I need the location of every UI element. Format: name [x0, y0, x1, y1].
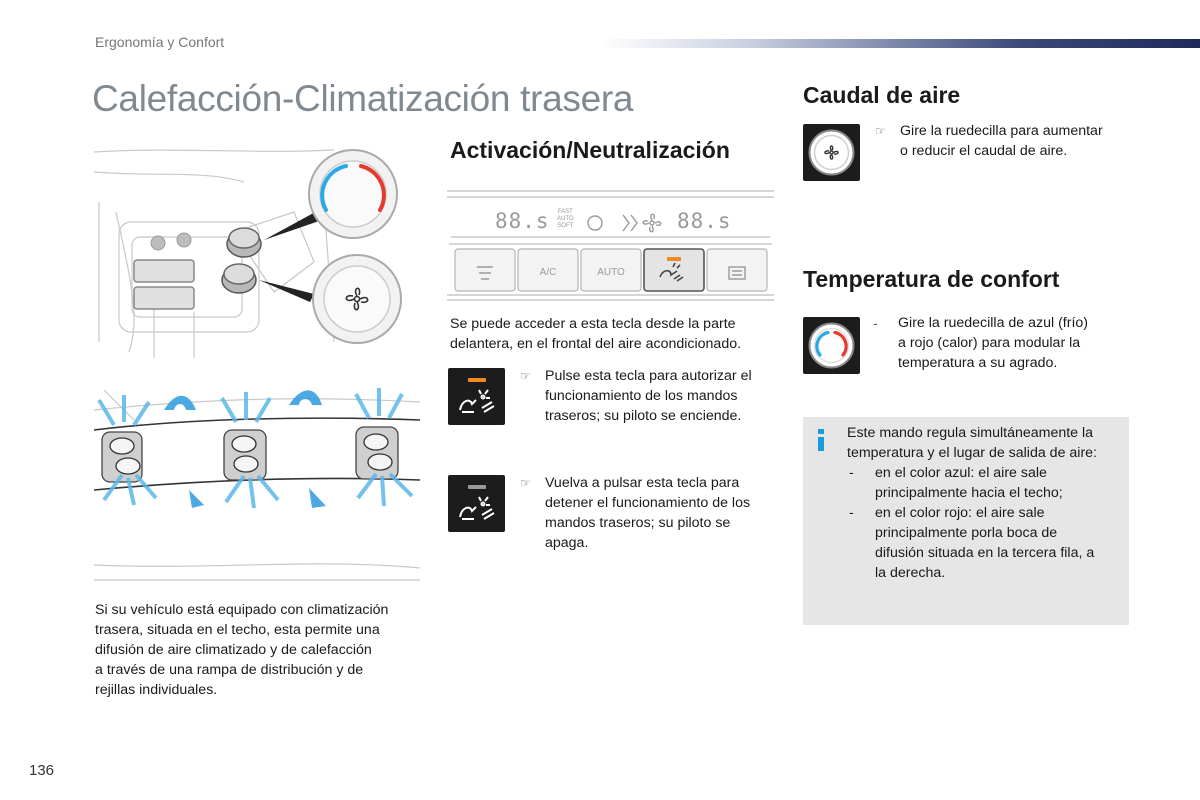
info-icon — [815, 429, 827, 451]
rear-climate-description: Si su vehículo está equipado con climatización trasera, situada en el techo, esta permite una difusión de aire climatizado y de calefacción a través de una rampa de distribución y de rejillas individuales. — [95, 602, 389, 698]
header-gradient-bar — [600, 39, 1200, 48]
roof-vents-illustration — [94, 380, 420, 586]
info-item-red: - en el color rojo: el aire sale principalmente porla boca de difusión situada en la tercera fila, a la derecha. — [849, 505, 1095, 581]
page-number: 136 — [29, 762, 55, 779]
temperature-knob — [803, 317, 860, 374]
airflow-bullet: ☞ Gire la ruedecilla para aumentar o reducir el caudal de aire. — [875, 123, 1103, 159]
mode-labels: FAST AUTO SOFT — [557, 209, 574, 229]
temperature-knob-icon — [803, 317, 860, 374]
rear-fan-off-icon — [448, 475, 505, 532]
rear-controls-illustration — [94, 142, 420, 358]
front-ac-panel-illustration — [447, 187, 774, 302]
info-item-blue: - en el color azul: el aire sale principalmente hacia el techo; — [849, 465, 1063, 501]
activation-heading: Activación/Neutralización — [450, 137, 730, 163]
display-left: 88.s — [495, 209, 550, 233]
info-text: Este mando regula simultáneamente la temperatura y el lugar de salida de aire: - en el color azul: el aire sale principalmente hacia el techo; - en el color rojo: el aire sale principalmente porla boca de difusión situada en la tercera fila, a la derecha. — [847, 425, 1097, 581]
display-right: 88.s — [677, 209, 732, 233]
pointing-hand-icon: ☞ — [520, 369, 531, 383]
rear-control-button-on — [448, 368, 505, 425]
comfort-temp-heading: Temperatura de confort — [803, 266, 1060, 292]
rear-control-button-off — [448, 475, 505, 532]
page-title: Calefacción-Climatización trasera — [92, 78, 634, 119]
activation-bullet-on: ☞ Pulse esta tecla para autorizar el funcionamiento de los mandos traseros; su piloto se enciende. — [520, 368, 752, 424]
info-box — [803, 417, 1129, 625]
section-header: Ergonomía y Confort — [95, 34, 225, 50]
activation-bullet-off: ☞ Vuelva a pulsar esta tecla para detener el funcionamiento de los mandos traseros; su piloto se apaga. — [520, 475, 751, 551]
activation-intro: Se puede acceder a esta tecla desde la parte delantera, en el frontal del aire acondicionado. — [450, 316, 742, 352]
auto-button-label: AUTO — [597, 267, 625, 278]
comfort-temp-bullet: - Gire la ruedecilla de azul (frío) a rojo (calor) para modular la temperatura a su agrado. — [873, 315, 1089, 371]
airflow-knob — [803, 124, 860, 181]
airflow-heading: Caudal de aire — [803, 82, 961, 108]
ac-button-label: A/C — [539, 267, 557, 278]
pointing-hand-icon: ☞ — [520, 476, 531, 490]
pointing-hand-icon: ☞ — [875, 124, 886, 138]
fan-knob-icon — [803, 124, 860, 181]
rear-fan-on-icon — [448, 368, 505, 425]
